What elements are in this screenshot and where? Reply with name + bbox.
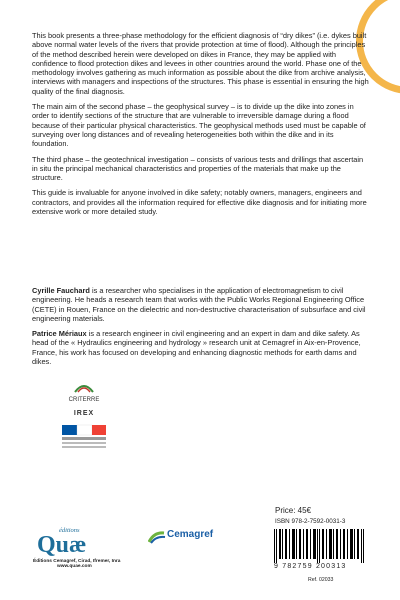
author-text-2: is a research engineer in civil engineering and an expert in dam and dike safety. As head of the « Hydraulics engineering and hydrology » research unit at Cemagref in Aix-en-Provence, France, his work has focused on developing and enhancing diagnostic methods for earth dams and dikes.	[32, 329, 361, 367]
author-bio-2	[32, 329, 370, 366]
ministry-logo	[54, 423, 114, 458]
publisher-list: Éditions Cemagref, Cirad, Ifremer, Inra	[33, 559, 121, 564]
publisher-website: www.quae.com	[57, 564, 92, 569]
description-paragraph-1: This book presents a three-phase methodology for the efficient diagnosis of “dry dikes” (i.e. dykes built above normal water levels of the rivers that provide protection at time of flood). Although the principles of the method described herein were developed on dikes in France, they may be applied with confidence to flood protection dikes and levees in other countries around the world. Phase one of the methodology involves gathering as much information as possible about the dike from archive analysis, interviews with managers and inspections of the structures. This phase is essential in ensuring the high quality of the final diagnosis.	[32, 31, 369, 96]
price-label: Price: 45€	[275, 506, 312, 515]
cemagref-swoosh-icon	[148, 530, 166, 544]
description-paragraph-3: The third phase – the geotechnical investigation – consists of various tests and drillings that ascertain in situ the principal mechanical characteristics and properties of the materials that make up the structure.	[32, 154, 364, 183]
author-bios	[32, 286, 370, 372]
cemagref-logo	[148, 530, 218, 554]
cemagref-wordmark: Cemagref	[167, 529, 214, 540]
critere-icon	[73, 378, 95, 396]
description-paragraph-2: The main aim of the second phase – the geophysical survey – is to divide up the dike into zones in order to identify sections of the structure that are vulnerable to irreversible damage during a flood because of their particular physical characteristics. The geophysical methods used must be capable of surveying over long distances and of revealing heterogeneities both within the dike and in its foundation.	[32, 102, 366, 149]
author-text-1: is a researcher who specialises in the application of electromagnetism to civil engineering. He heads a research team that works with the Public Works Regional Engineering Office (CETE) in Rouen, France on the dielectric and non-destructive characterisation of subsurface and civil engineering materials.	[32, 286, 366, 323]
author-name-2: Patrice Mériaux	[32, 329, 87, 339]
back-cover-description	[32, 31, 370, 222]
quae-logo	[33, 527, 129, 569]
quae-wordmark: Quæ	[37, 532, 87, 558]
irex-label: IREX	[73, 410, 95, 417]
description-paragraph-4: This guide is invaluable for anyone involved in dike safety; notably owners, managers, engineers and contractors, and provides all the information required for effective dike diagnosis and for initiating more extensive work or more detailed study.	[32, 188, 367, 217]
critere-label: CRITERRE	[68, 397, 100, 403]
editions-label: éditions	[59, 527, 80, 534]
author-bio-1	[32, 286, 370, 323]
author-name-1: Cyrille Fauchard	[32, 286, 90, 295]
reference-number: Ref. 02033	[308, 577, 334, 583]
irex-logo	[54, 410, 114, 417]
republique-francaise-icon	[60, 423, 108, 453]
partner-logos	[54, 378, 114, 464]
barcode-number: 9 782759 200313	[274, 563, 347, 570]
isbn-label: ISBN 978-2-7592-0031-3	[275, 518, 346, 525]
critere-logo	[54, 378, 114, 404]
